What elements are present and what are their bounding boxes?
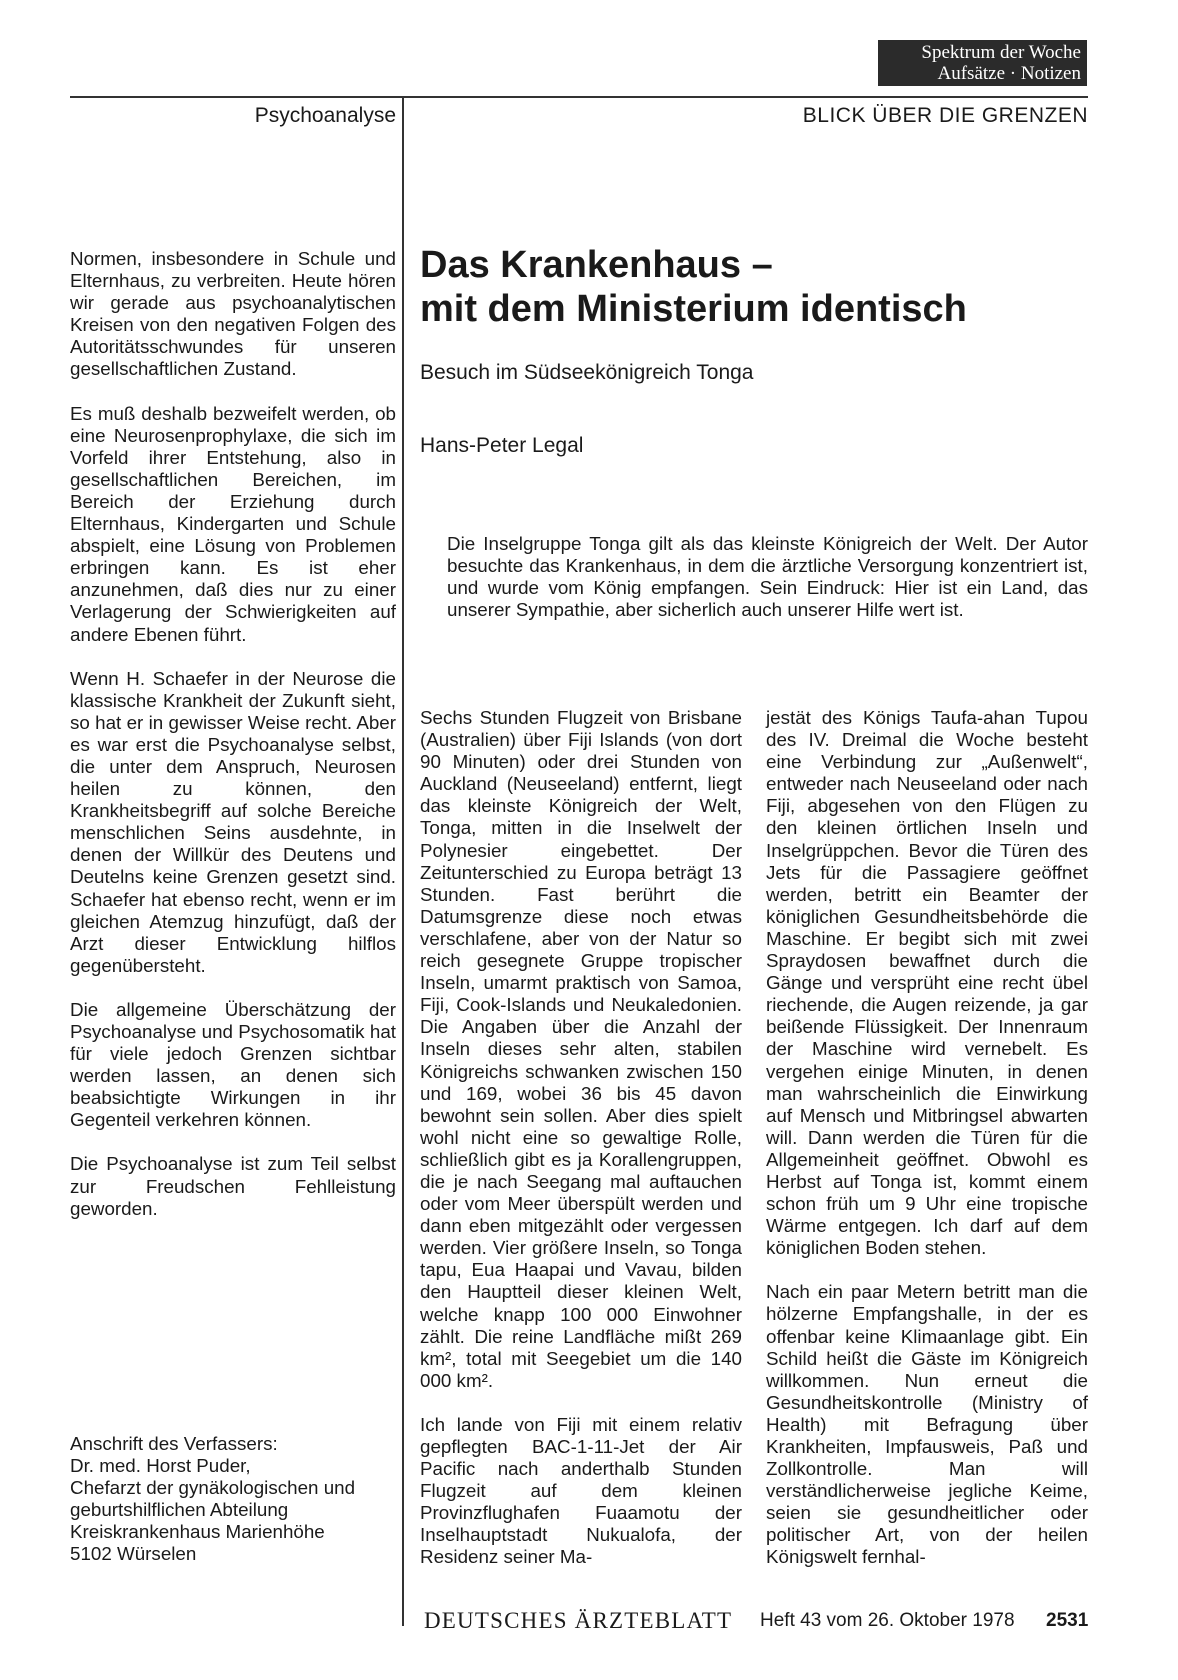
title-line-1: Das Krankenhaus – <box>420 244 773 286</box>
left-column <box>70 248 396 1242</box>
address-line: geburtshilflichen Abteilung <box>70 1499 289 1521</box>
author-address <box>70 1433 400 1566</box>
left-paragraph: Wenn H. Schaefer in der Neurose die klassische Krankheit der Zukunft sieht, so hat er in gewisser Weise recht. Aber es war erst die Psychoanalyse selbst, die unter dem Anspruch, Neurosen heilen zu können, den Krankheitsbegriff auf solche Bereiche menschlichen Seins ausdehnte, in denen der Willkür des Deutens und Deutelns keine Grenzen gesetzt sind. Schaefer hat ebenso recht, wenn er im gleichen Atemzug hinzufügt, daß der Arzt dieser Entwicklung hilflos gegenübersteht. <box>70 667 396 976</box>
issue-info: Heft 43 vom 26. Oktober 1978 <box>760 1610 1015 1631</box>
article-author: Hans-Peter Legal <box>420 434 584 457</box>
body-paragraph: jestät des Königs Taufa-ahan Tupou des IV. Dreimal die Woche besteht eine Verbindung zur „Außenwelt“, entweder nach Neuseeland oder nach Fiji, abgesehen von den Flügen zu den kleinen örtlichen Inseln und Inselgrüppchen. Bevor die Türen des Jets für die Passagiere geöffnet werden, betritt ein Beamter der königlichen Gesundheitsbehörde die Maschine. Er begibt sich mit zwei Spraydosen bewaffnet durch die Gänge und versprüht eine recht übel riechende, die Augen reizende, ja gar beißende Flüssigkeit. Der Innenraum der Maschine wird vernebelt. Es vergehen einige Minuten, in denen man wahrscheinlich die Einwirkung auf Mensch und Mitbringsel abwarten will. Dann werden die Türen für die Allgemeinheit geöffnet. Obwohl es Herbst auf Tonga ist, kommt einem schon früh um 9 Uhr eine tropische Wärme entgegen. Ich darf auf dem königlichen Boden stehen. <box>766 707 1088 1259</box>
journal-section-badge <box>878 40 1087 86</box>
address-line: Anschrift des Verfassers: <box>70 1433 278 1454</box>
article-subtitle: Besuch im Südseekönigreich Tonga <box>420 361 754 384</box>
article-lead: Die Inselgruppe Tonga gilt als das kleinste Königreich der Welt. Der Autor besuchte das Krankenhaus, in dem die ärztliche Versorgung konzentriert ist, und wurde vom König empfangen. Sein Eindruck: Hier ist ein Land, das unserer Sympathie, aber sicherlich auch unserer Hilfe wert ist. <box>447 533 1088 621</box>
address-line: Chefarzt der gynäkologischen und <box>70 1477 356 1499</box>
middle-column <box>420 707 742 1591</box>
badge-line-2: Aufsätze · Notizen <box>937 63 1081 84</box>
address-line: 5102 Würselen <box>70 1543 197 1565</box>
title-line-2: mit dem Ministerium identisch <box>420 288 967 330</box>
badge-line-1: Spektrum der Woche <box>921 42 1081 63</box>
top-rule <box>70 96 1088 98</box>
address-line: Kreiskrankenhaus Marienhöhe <box>70 1521 325 1543</box>
section-label-left: Psychoanalyse <box>254 104 396 127</box>
left-paragraph: Die allgemeine Überschätzung der Psychoanalyse und Psychosomatik hat für viele jedoch Grenzen sichtbar werden lassen, an denen sich beabsichtigte Wirkungen in ihr Gegenteil verkehren können. <box>70 998 396 1131</box>
left-paragraph: Die Psychoanalyse ist zum Teil selbst zur Freudschen Fehlleistung geworden. <box>70 1153 396 1219</box>
right-column <box>766 707 1088 1591</box>
left-paragraph: Normen, insbesondere in Schule und Elternhaus, zu verbreiten. Heute hören wir gerade aus psychoanalytischen Kreisen von den negativen Folgen des Autoritätsschwundes für unseren gesellschaftlichen Zustand. <box>70 248 396 380</box>
left-paragraph: Es muß deshalb bezweifelt werden, ob eine Neurosenprophylaxe, die sich im Vorfeld ihrer Entstehung, also in gesellschaftlichen Bereichen, im Bereich der Erziehung durch Elternhaus, Kindergarten und Schule abspielt, eine Lösung von Problemen erbringen kann. Es ist eher anzunehmen, daß dies nur zu einer Verlagerung der Schwierigkeiten auf andere Ebenen führt. <box>70 402 396 645</box>
body-paragraph: Sechs Stunden Flugzeit von Brisbane (Australien) über Fiji Islands (von dort 90 Minuten) oder drei Stunden von Auckland (Neuseeland) entfernt, liegt das kleinste Königreich der Welt, Tonga, mitten in die Inselwelt der Polynesier eingebettet. Der Zeitunterschied zu Europa beträgt 13 Stunden. Fast berührt die Datumsgrenze diese noch etwas verschlafene, aber von der Natur so reich gesegnete Gruppe tropischer Inseln, umarmt praktisch von Samoa, Fiji, Cook-Islands und Neukaledonien. Die Angaben über die Anzahl der Inseln dieses sehr alten, stabilen Königreichs schwanken zwischen 150 und 169, wobei 36 bis 45 davon bewohnt sein sollen. Aber dies spielt wohl nicht eine so gewaltige Rolle, schließlich gibt es ja Korallengruppen, die je nach Seegang mal auftauchen oder vom Meer überspült werden und dann eben mitgezählt oder vergessen werden. Vier größere Inseln, so Tonga tapu, Eua Haapai und Vavau, bilden den Hauptteil dieser kleinen Welt, welche knapp 100 000 Einwohner zählt. Die reine Landfläche mißt 269 km², total mit Seegebiet um die 140 000 km². <box>420 707 742 1391</box>
journal-name: DEUTSCHES ÄRZTEBLATT <box>424 1608 733 1633</box>
section-label-right: BLICK ÜBER DIE GRENZEN <box>802 104 1088 127</box>
column-divider <box>402 96 404 1626</box>
body-paragraph: Nach ein paar Metern betritt man die hölzerne Empfangshalle, in der es offenbar keine Klimaanlage gibt. Ein Schild heißt die Gäste im Königreich willkommen. Nun erneut die Gesundheitskontrolle (Ministry of Health) mit Befragung über Krankheiten, Impfausweis, Paß und Zollkontrolle. Man will verständlicherweise jegliche Keime, seien sie gesundheitlicher oder politischer Art, von der heilen Königswelt fernhal- <box>766 1281 1088 1568</box>
page-number: 2531 <box>1046 1610 1089 1631</box>
body-paragraph: Ich lande von Fiji mit einem relativ gepflegten BAC-1-11-Jet der Air Pacific nach anderthalb Stunden Flugzeit auf dem kleinen Provinzflughafen Fuaamotu der Inselhauptstadt Nukualofa, der Residenz seiner Ma- <box>420 1413 742 1568</box>
address-line: Dr. med. Horst Puder, <box>70 1455 251 1477</box>
article-title <box>420 243 1088 331</box>
